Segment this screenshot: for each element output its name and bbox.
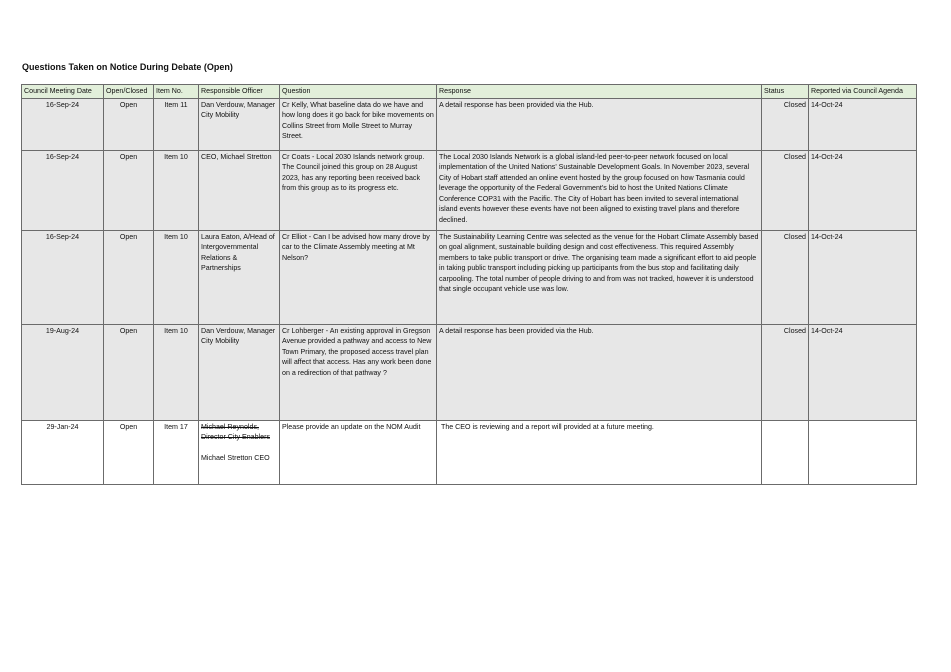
response-cell: A detail response has been provided via the Hub.	[437, 98, 762, 150]
response-cell: The Local 2030 Islands Network is a global island-led peer-to-peer network focused on local implementation of the United Nations' Sustainable Development Goals. In November 2023, several City of Hobart staff attended an online event hosted by the group focused on how Tasmania could leverage the opportunity of the Federal Government's bid to host the United Nations Climate Conference COP31 with the Pacific. The City of Hobart has been invited to several international island events however these events have not been aligned to existing travel plans and therefore declined.	[437, 150, 762, 230]
column-header: Responsible Officer	[199, 85, 280, 99]
column-header: Item No.	[154, 85, 199, 99]
status-cell: Closed	[762, 324, 809, 420]
question-cell: Cr Elliot - Can I be advised how many drove by car to the Climate Assembly meeting at Mt Nelson?	[280, 230, 437, 324]
officer-cell: CEO, Michael Stretton	[199, 150, 280, 230]
open-closed-cell: Open	[104, 324, 154, 420]
column-header: Reported via Council Agenda	[809, 85, 917, 99]
officer-text: Michael Stretton CEO	[201, 453, 270, 462]
table-row	[22, 420, 917, 484]
item-no-cell: Item 10	[154, 324, 199, 420]
meeting-date-cell: 16-Sep-24	[22, 150, 104, 230]
meeting-date-cell: 29-Jan-24	[22, 420, 104, 484]
question-cell: Cr Lohberger - An existing approval in Gregson Avenue provided a pathway and access to New Town Primary, the proposed access travel plan will affect that access. Has any work been done on a redirection of that pathway ?	[280, 324, 437, 420]
questions-table	[21, 84, 917, 485]
officer-cell: Dan Verdouw, Manager City Mobility	[199, 98, 280, 150]
item-no-cell: Item 11	[154, 98, 199, 150]
item-no-cell: Item 10	[154, 150, 199, 230]
reported-cell	[809, 420, 917, 484]
status-cell: Closed	[762, 230, 809, 324]
column-header: Response	[437, 85, 762, 99]
officer-cell: Laura Eaton, A/Head of Intergovernmental Relations & Partnerships	[199, 230, 280, 324]
table-row	[22, 324, 917, 420]
meeting-date-cell: 16-Sep-24	[22, 98, 104, 150]
column-header: Open/Closed	[104, 85, 154, 99]
officer-cell	[199, 420, 280, 484]
column-header: Question	[280, 85, 437, 99]
meeting-date-cell: 16-Sep-24	[22, 230, 104, 324]
status-cell: Closed	[762, 98, 809, 150]
response-cell: The Sustainability Learning Centre was selected as the venue for the Hobart Climate Assembly based on goal alignment, sustainable building design and cost effectiveness. This required Assembly members to take public transport or drive. The organising team made a significant effort to aid people in taking public transport including picking up participants from the bus stop and facilitating daily carpooling. The total number of people driving to and from was not tracked, however it is understood that single occupant vehicle use was low.	[437, 230, 762, 324]
reported-cell: 14-Oct-24	[809, 150, 917, 230]
table-header-row	[22, 85, 917, 99]
item-no-cell: Item 10	[154, 230, 199, 324]
response-cell: A detail response has been provided via the Hub.	[437, 324, 762, 420]
question-cell: Cr Kelly, What baseline data do we have and how long does it go back for bike movements on Collins Street from Molle Street to Murray Street.	[280, 98, 437, 150]
open-closed-cell: Open	[104, 150, 154, 230]
reported-cell: 14-Oct-24	[809, 324, 917, 420]
table-row	[22, 150, 917, 230]
officer-cell: Dan Verdouw, Manager City Mobility	[199, 324, 280, 420]
page-title: Questions Taken on Notice During Debate (Open)	[22, 62, 233, 72]
item-no-cell: Item 17	[154, 420, 199, 484]
table-row	[22, 230, 917, 324]
open-closed-cell: Open	[104, 420, 154, 484]
status-cell	[762, 420, 809, 484]
status-cell: Closed	[762, 150, 809, 230]
question-cell: Please provide an update on the NOM Audit	[280, 420, 437, 484]
column-header: Status	[762, 85, 809, 99]
struck-officer-text: Michael Reynolds, Director City Enablers	[201, 422, 270, 441]
column-header: Council Meeting Date	[22, 85, 104, 99]
meeting-date-cell: 19-Aug-24	[22, 324, 104, 420]
question-cell: Cr Coats - Local 2030 Islands network group. The Council joined this group on 28 August 2023, has any reporting been received back from this group as to its progress etc.	[280, 150, 437, 230]
open-closed-cell: Open	[104, 230, 154, 324]
table-row	[22, 98, 917, 150]
open-closed-cell: Open	[104, 98, 154, 150]
response-cell: The CEO is reviewing and a report will provided at a future meeting.	[437, 420, 762, 484]
reported-cell: 14-Oct-24	[809, 98, 917, 150]
reported-cell: 14-Oct-24	[809, 230, 917, 324]
